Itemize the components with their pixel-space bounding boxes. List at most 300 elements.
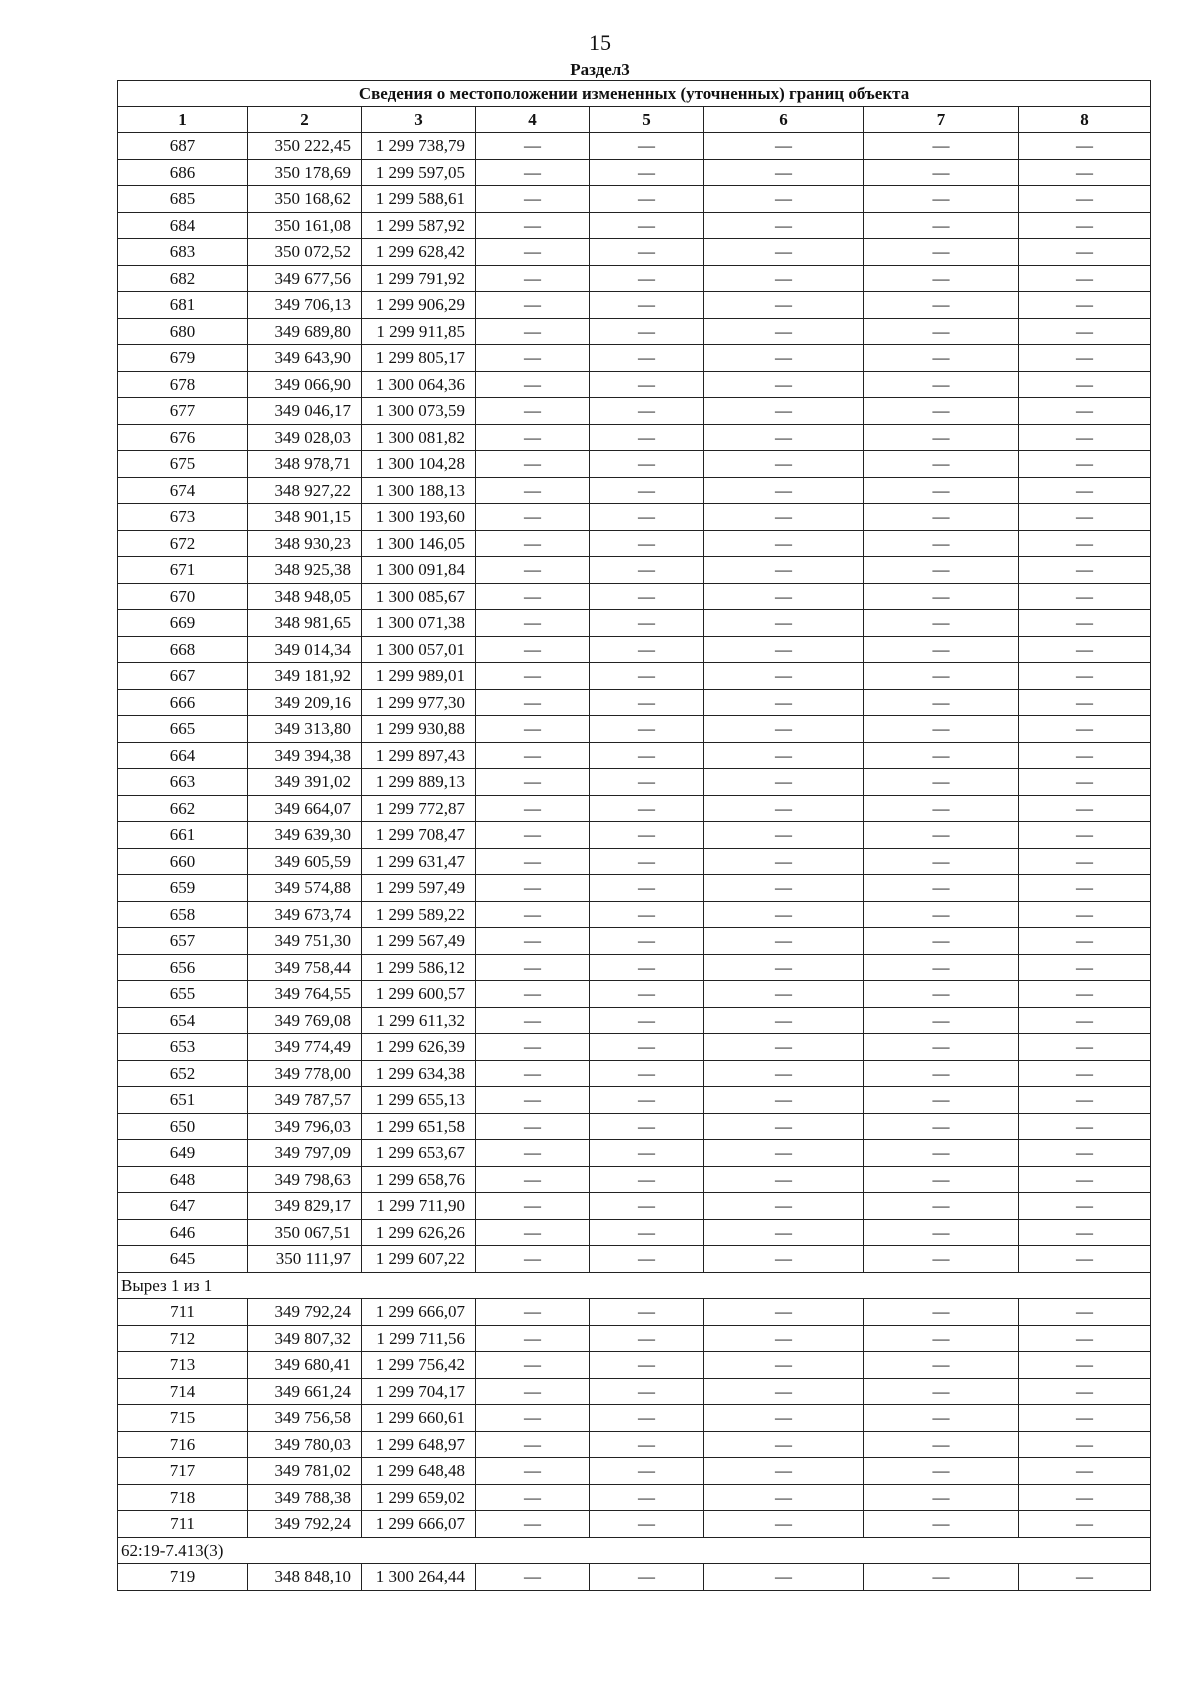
table-row: [118, 133, 1151, 160]
empty-cell: —: [704, 292, 864, 319]
empty-cell: —: [704, 318, 864, 345]
point-number-cell: 681: [118, 292, 248, 319]
x-coordinate-cell: 349 046,17: [248, 398, 362, 425]
point-number-cell: 674: [118, 477, 248, 504]
x-coordinate-cell: 348 927,22: [248, 477, 362, 504]
x-coordinate-cell: 350 178,69: [248, 159, 362, 186]
empty-cell: —: [476, 875, 590, 902]
empty-cell: —: [476, 1219, 590, 1246]
empty-cell: —: [864, 292, 1019, 319]
empty-cell: —: [476, 1458, 590, 1485]
empty-cell: —: [476, 636, 590, 663]
point-number-cell: 656: [118, 954, 248, 981]
point-number-cell: 662: [118, 795, 248, 822]
empty-cell: —: [704, 716, 864, 743]
table-row: [118, 1564, 1151, 1591]
empty-cell: —: [476, 265, 590, 292]
empty-cell: —: [1019, 1431, 1151, 1458]
column-header: 1: [118, 107, 248, 133]
x-coordinate-cell: 349 680,41: [248, 1352, 362, 1379]
empty-cell: —: [590, 557, 704, 584]
page-number: 15: [589, 30, 611, 55]
y-coordinate-cell: 1 299 600,57: [362, 981, 476, 1008]
empty-cell: —: [864, 1219, 1019, 1246]
empty-cell: —: [476, 1325, 590, 1352]
point-number-cell: 668: [118, 636, 248, 663]
table-row: [118, 530, 1151, 557]
empty-cell: —: [864, 1060, 1019, 1087]
empty-cell: —: [476, 1378, 590, 1405]
empty-cell: —: [476, 318, 590, 345]
empty-cell: —: [704, 875, 864, 902]
table-row: [118, 398, 1151, 425]
empty-cell: —: [1019, 636, 1151, 663]
empty-cell: —: [1019, 954, 1151, 981]
empty-cell: —: [704, 1034, 864, 1061]
empty-cell: —: [476, 742, 590, 769]
empty-cell: —: [476, 451, 590, 478]
table-row: [118, 689, 1151, 716]
x-coordinate-cell: 349 639,30: [248, 822, 362, 849]
empty-cell: —: [476, 610, 590, 637]
empty-cell: —: [704, 159, 864, 186]
table-row: [118, 928, 1151, 955]
y-coordinate-cell: 1 299 906,29: [362, 292, 476, 319]
column-header: 3: [362, 107, 476, 133]
empty-cell: —: [476, 981, 590, 1008]
empty-cell: —: [590, 1219, 704, 1246]
table-row: [118, 901, 1151, 928]
empty-cell: —: [476, 663, 590, 690]
point-number-cell: 665: [118, 716, 248, 743]
empty-cell: —: [704, 504, 864, 531]
empty-cell: —: [704, 1564, 864, 1591]
x-coordinate-cell: 349 661,24: [248, 1378, 362, 1405]
y-coordinate-cell: 1 299 659,02: [362, 1484, 476, 1511]
empty-cell: —: [476, 504, 590, 531]
table-row: [118, 1140, 1151, 1167]
table-row: [118, 716, 1151, 743]
y-coordinate-cell: 1 300 085,67: [362, 583, 476, 610]
point-number-cell: 675: [118, 451, 248, 478]
y-coordinate-cell: 1 299 634,38: [362, 1060, 476, 1087]
empty-cell: —: [864, 610, 1019, 637]
empty-cell: —: [864, 1113, 1019, 1140]
empty-cell: —: [590, 1193, 704, 1220]
empty-cell: —: [704, 1193, 864, 1220]
point-number-cell: 667: [118, 663, 248, 690]
table-header-row: [118, 107, 1151, 133]
x-coordinate-cell: 349 181,92: [248, 663, 362, 690]
empty-cell: —: [1019, 1140, 1151, 1167]
empty-cell: —: [1019, 265, 1151, 292]
empty-cell: —: [704, 1484, 864, 1511]
empty-cell: —: [1019, 875, 1151, 902]
point-number-cell: 679: [118, 345, 248, 372]
empty-cell: —: [704, 1060, 864, 1087]
y-coordinate-cell: 1 299 791,92: [362, 265, 476, 292]
point-number-cell: 687: [118, 133, 248, 160]
column-header: 8: [1019, 107, 1151, 133]
empty-cell: —: [1019, 1087, 1151, 1114]
empty-cell: —: [476, 848, 590, 875]
empty-cell: —: [590, 1113, 704, 1140]
empty-cell: —: [704, 1246, 864, 1273]
point-number-cell: 655: [118, 981, 248, 1008]
empty-cell: —: [1019, 451, 1151, 478]
empty-cell: —: [704, 901, 864, 928]
empty-cell: —: [476, 1431, 590, 1458]
table-row: [118, 1458, 1151, 1485]
empty-cell: —: [590, 1140, 704, 1167]
column-header: 5: [590, 107, 704, 133]
empty-cell: —: [590, 742, 704, 769]
empty-cell: —: [476, 212, 590, 239]
y-coordinate-cell: 1 300 057,01: [362, 636, 476, 663]
empty-cell: —: [1019, 901, 1151, 928]
x-coordinate-cell: 349 788,38: [248, 1484, 362, 1511]
point-number-cell: 661: [118, 822, 248, 849]
empty-cell: —: [1019, 424, 1151, 451]
empty-cell: —: [864, 265, 1019, 292]
empty-cell: —: [590, 1166, 704, 1193]
empty-cell: —: [476, 557, 590, 584]
empty-cell: —: [864, 1511, 1019, 1538]
x-coordinate-cell: 349 751,30: [248, 928, 362, 955]
empty-cell: —: [1019, 1405, 1151, 1432]
empty-cell: —: [1019, 1352, 1151, 1379]
table-row: [118, 1431, 1151, 1458]
y-coordinate-cell: 1 299 977,30: [362, 689, 476, 716]
empty-cell: —: [590, 1511, 704, 1538]
empty-cell: —: [864, 1352, 1019, 1379]
empty-cell: —: [704, 822, 864, 849]
empty-cell: —: [476, 1166, 590, 1193]
empty-cell: —: [864, 822, 1019, 849]
y-coordinate-cell: 1 299 611,32: [362, 1007, 476, 1034]
empty-cell: —: [704, 239, 864, 266]
point-number-cell: 646: [118, 1219, 248, 1246]
empty-cell: —: [864, 504, 1019, 531]
empty-cell: —: [590, 822, 704, 849]
point-number-cell: 680: [118, 318, 248, 345]
x-coordinate-cell: 349 769,08: [248, 1007, 362, 1034]
column-header: 4: [476, 107, 590, 133]
empty-cell: —: [1019, 318, 1151, 345]
x-coordinate-cell: 349 391,02: [248, 769, 362, 796]
x-coordinate-cell: 349 764,55: [248, 981, 362, 1008]
empty-cell: —: [476, 424, 590, 451]
empty-cell: —: [476, 1405, 590, 1432]
empty-cell: —: [704, 1405, 864, 1432]
point-number-cell: 677: [118, 398, 248, 425]
table-row: [118, 1325, 1151, 1352]
empty-cell: —: [704, 451, 864, 478]
empty-cell: —: [1019, 822, 1151, 849]
x-coordinate-cell: 350 072,52: [248, 239, 362, 266]
empty-cell: —: [1019, 1219, 1151, 1246]
table-row: [118, 875, 1151, 902]
empty-cell: —: [864, 689, 1019, 716]
empty-cell: —: [590, 1034, 704, 1061]
empty-cell: —: [476, 689, 590, 716]
empty-cell: —: [1019, 795, 1151, 822]
section-title: Раздел3: [570, 60, 630, 79]
x-coordinate-cell: 349 028,03: [248, 424, 362, 451]
y-coordinate-cell: 1 299 660,61: [362, 1405, 476, 1432]
empty-cell: —: [1019, 689, 1151, 716]
y-coordinate-cell: 1 299 930,88: [362, 716, 476, 743]
empty-cell: —: [590, 1405, 704, 1432]
empty-cell: —: [476, 1007, 590, 1034]
x-coordinate-cell: 349 313,80: [248, 716, 362, 743]
empty-cell: —: [1019, 1325, 1151, 1352]
empty-cell: —: [704, 795, 864, 822]
table-row: [118, 477, 1151, 504]
empty-cell: —: [590, 239, 704, 266]
table-row: [118, 1060, 1151, 1087]
table-row: [118, 451, 1151, 478]
empty-cell: —: [476, 1060, 590, 1087]
point-number-cell: 651: [118, 1087, 248, 1114]
x-coordinate-cell: 348 848,10: [248, 1564, 362, 1591]
empty-cell: —: [864, 1034, 1019, 1061]
empty-cell: —: [1019, 557, 1151, 584]
y-coordinate-cell: 1 299 597,05: [362, 159, 476, 186]
empty-cell: —: [476, 159, 590, 186]
empty-cell: —: [704, 212, 864, 239]
empty-cell: —: [590, 318, 704, 345]
boundary-coordinates-table: [117, 80, 1151, 1591]
table-row: [118, 610, 1151, 637]
x-coordinate-cell: 349 792,24: [248, 1299, 362, 1326]
empty-cell: —: [1019, 848, 1151, 875]
empty-cell: —: [864, 1193, 1019, 1220]
point-number-cell: 683: [118, 239, 248, 266]
empty-cell: —: [476, 1299, 590, 1326]
empty-cell: —: [476, 795, 590, 822]
empty-cell: —: [1019, 610, 1151, 637]
y-coordinate-cell: 1 299 628,42: [362, 239, 476, 266]
empty-cell: —: [476, 186, 590, 213]
point-number-cell: 669: [118, 610, 248, 637]
x-coordinate-cell: 349 605,59: [248, 848, 362, 875]
x-coordinate-cell: 349 673,74: [248, 901, 362, 928]
empty-cell: —: [590, 1007, 704, 1034]
table-row: [118, 1484, 1151, 1511]
empty-cell: —: [704, 1352, 864, 1379]
empty-cell: —: [476, 398, 590, 425]
y-coordinate-cell: 1 299 597,49: [362, 875, 476, 902]
column-header: 6: [704, 107, 864, 133]
empty-cell: —: [476, 583, 590, 610]
empty-cell: —: [476, 716, 590, 743]
empty-cell: —: [1019, 292, 1151, 319]
empty-cell: —: [704, 954, 864, 981]
x-coordinate-cell: 349 756,58: [248, 1405, 362, 1432]
empty-cell: —: [590, 265, 704, 292]
empty-cell: —: [704, 1087, 864, 1114]
table-row: [118, 981, 1151, 1008]
empty-cell: —: [1019, 716, 1151, 743]
empty-cell: —: [590, 345, 704, 372]
empty-cell: —: [704, 133, 864, 160]
table-row: [118, 345, 1151, 372]
empty-cell: —: [476, 292, 590, 319]
empty-cell: —: [704, 371, 864, 398]
point-number-cell: 670: [118, 583, 248, 610]
point-number-cell: 666: [118, 689, 248, 716]
empty-cell: —: [590, 1060, 704, 1087]
table-row: [118, 795, 1151, 822]
empty-cell: —: [704, 663, 864, 690]
empty-cell: —: [864, 477, 1019, 504]
x-coordinate-cell: 349 066,90: [248, 371, 362, 398]
empty-cell: —: [476, 1511, 590, 1538]
x-coordinate-cell: 349 014,34: [248, 636, 362, 663]
empty-cell: —: [1019, 1113, 1151, 1140]
point-number-cell: 673: [118, 504, 248, 531]
point-number-cell: 685: [118, 186, 248, 213]
table-row: [118, 1352, 1151, 1379]
empty-cell: —: [864, 848, 1019, 875]
empty-cell: —: [590, 1246, 704, 1273]
y-coordinate-cell: 1 299 708,47: [362, 822, 476, 849]
y-coordinate-cell: 1 299 655,13: [362, 1087, 476, 1114]
point-number-cell: 682: [118, 265, 248, 292]
point-number-cell: 713: [118, 1352, 248, 1379]
empty-cell: —: [1019, 1564, 1151, 1591]
y-coordinate-cell: 1 299 911,85: [362, 318, 476, 345]
empty-cell: —: [864, 239, 1019, 266]
empty-cell: —: [1019, 583, 1151, 610]
empty-cell: —: [590, 583, 704, 610]
x-coordinate-cell: 350 222,45: [248, 133, 362, 160]
empty-cell: —: [864, 663, 1019, 690]
empty-cell: —: [704, 557, 864, 584]
table-row: [118, 1246, 1151, 1273]
empty-cell: —: [864, 1325, 1019, 1352]
empty-cell: —: [864, 928, 1019, 955]
empty-cell: —: [590, 636, 704, 663]
point-number-cell: 653: [118, 1034, 248, 1061]
table-caption-row: [118, 81, 1151, 107]
table-row: [118, 1113, 1151, 1140]
empty-cell: —: [1019, 1378, 1151, 1405]
point-number-cell: 657: [118, 928, 248, 955]
table-row: [118, 583, 1151, 610]
empty-cell: —: [476, 1087, 590, 1114]
table-group-row: [118, 1537, 1151, 1564]
y-coordinate-cell: 1 299 738,79: [362, 133, 476, 160]
x-coordinate-cell: 349 664,07: [248, 795, 362, 822]
empty-cell: —: [590, 610, 704, 637]
point-number-cell: 647: [118, 1193, 248, 1220]
y-coordinate-cell: 1 299 589,22: [362, 901, 476, 928]
empty-cell: —: [590, 1484, 704, 1511]
empty-cell: —: [704, 1511, 864, 1538]
table-row: [118, 186, 1151, 213]
y-coordinate-cell: 1 299 626,39: [362, 1034, 476, 1061]
empty-cell: —: [704, 265, 864, 292]
empty-cell: —: [864, 1484, 1019, 1511]
empty-cell: —: [864, 345, 1019, 372]
empty-cell: —: [864, 875, 1019, 902]
empty-cell: —: [864, 1246, 1019, 1273]
empty-cell: —: [704, 1458, 864, 1485]
empty-cell: —: [704, 1299, 864, 1326]
table-row: [118, 1007, 1151, 1034]
empty-cell: —: [1019, 345, 1151, 372]
x-coordinate-cell: 349 780,03: [248, 1431, 362, 1458]
empty-cell: —: [590, 875, 704, 902]
empty-cell: —: [476, 822, 590, 849]
empty-cell: —: [590, 424, 704, 451]
empty-cell: —: [864, 212, 1019, 239]
empty-cell: —: [864, 424, 1019, 451]
y-coordinate-cell: 1 299 666,07: [362, 1299, 476, 1326]
empty-cell: —: [864, 795, 1019, 822]
x-coordinate-cell: 349 807,32: [248, 1325, 362, 1352]
x-coordinate-cell: 349 758,44: [248, 954, 362, 981]
empty-cell: —: [590, 928, 704, 955]
x-coordinate-cell: 349 829,17: [248, 1193, 362, 1220]
empty-cell: —: [864, 371, 1019, 398]
empty-cell: —: [1019, 530, 1151, 557]
point-number-cell: 663: [118, 769, 248, 796]
empty-cell: —: [590, 1087, 704, 1114]
y-coordinate-cell: 1 299 711,56: [362, 1325, 476, 1352]
x-coordinate-cell: 349 774,49: [248, 1034, 362, 1061]
y-coordinate-cell: 1 300 091,84: [362, 557, 476, 584]
empty-cell: —: [704, 424, 864, 451]
empty-cell: —: [590, 292, 704, 319]
table-row: [118, 848, 1151, 875]
y-coordinate-cell: 1 299 889,13: [362, 769, 476, 796]
empty-cell: —: [1019, 371, 1151, 398]
empty-cell: —: [1019, 1193, 1151, 1220]
x-coordinate-cell: 349 209,16: [248, 689, 362, 716]
empty-cell: —: [476, 901, 590, 928]
point-number-cell: 645: [118, 1246, 248, 1273]
empty-cell: —: [704, 636, 864, 663]
empty-cell: —: [476, 1564, 590, 1591]
empty-cell: —: [864, 1564, 1019, 1591]
y-coordinate-cell: 1 299 648,97: [362, 1431, 476, 1458]
empty-cell: —: [590, 1564, 704, 1591]
table-row: [118, 1166, 1151, 1193]
empty-cell: —: [476, 1352, 590, 1379]
empty-cell: —: [1019, 398, 1151, 425]
empty-cell: —: [590, 451, 704, 478]
y-coordinate-cell: 1 299 756,42: [362, 1352, 476, 1379]
y-coordinate-cell: 1 299 897,43: [362, 742, 476, 769]
x-coordinate-cell: 348 981,65: [248, 610, 362, 637]
empty-cell: —: [704, 848, 864, 875]
empty-cell: —: [476, 1034, 590, 1061]
table-row: [118, 636, 1151, 663]
empty-cell: —: [1019, 1458, 1151, 1485]
table-row: [118, 1511, 1151, 1538]
table-row: [118, 954, 1151, 981]
y-coordinate-cell: 1 299 588,61: [362, 186, 476, 213]
point-number-cell: 672: [118, 530, 248, 557]
empty-cell: —: [864, 1458, 1019, 1485]
y-coordinate-cell: 1 299 586,12: [362, 954, 476, 981]
empty-cell: —: [704, 769, 864, 796]
table-caption: Сведения о местоположении измененных (уточненных) границ объекта: [118, 81, 1151, 107]
table-row: [118, 663, 1151, 690]
